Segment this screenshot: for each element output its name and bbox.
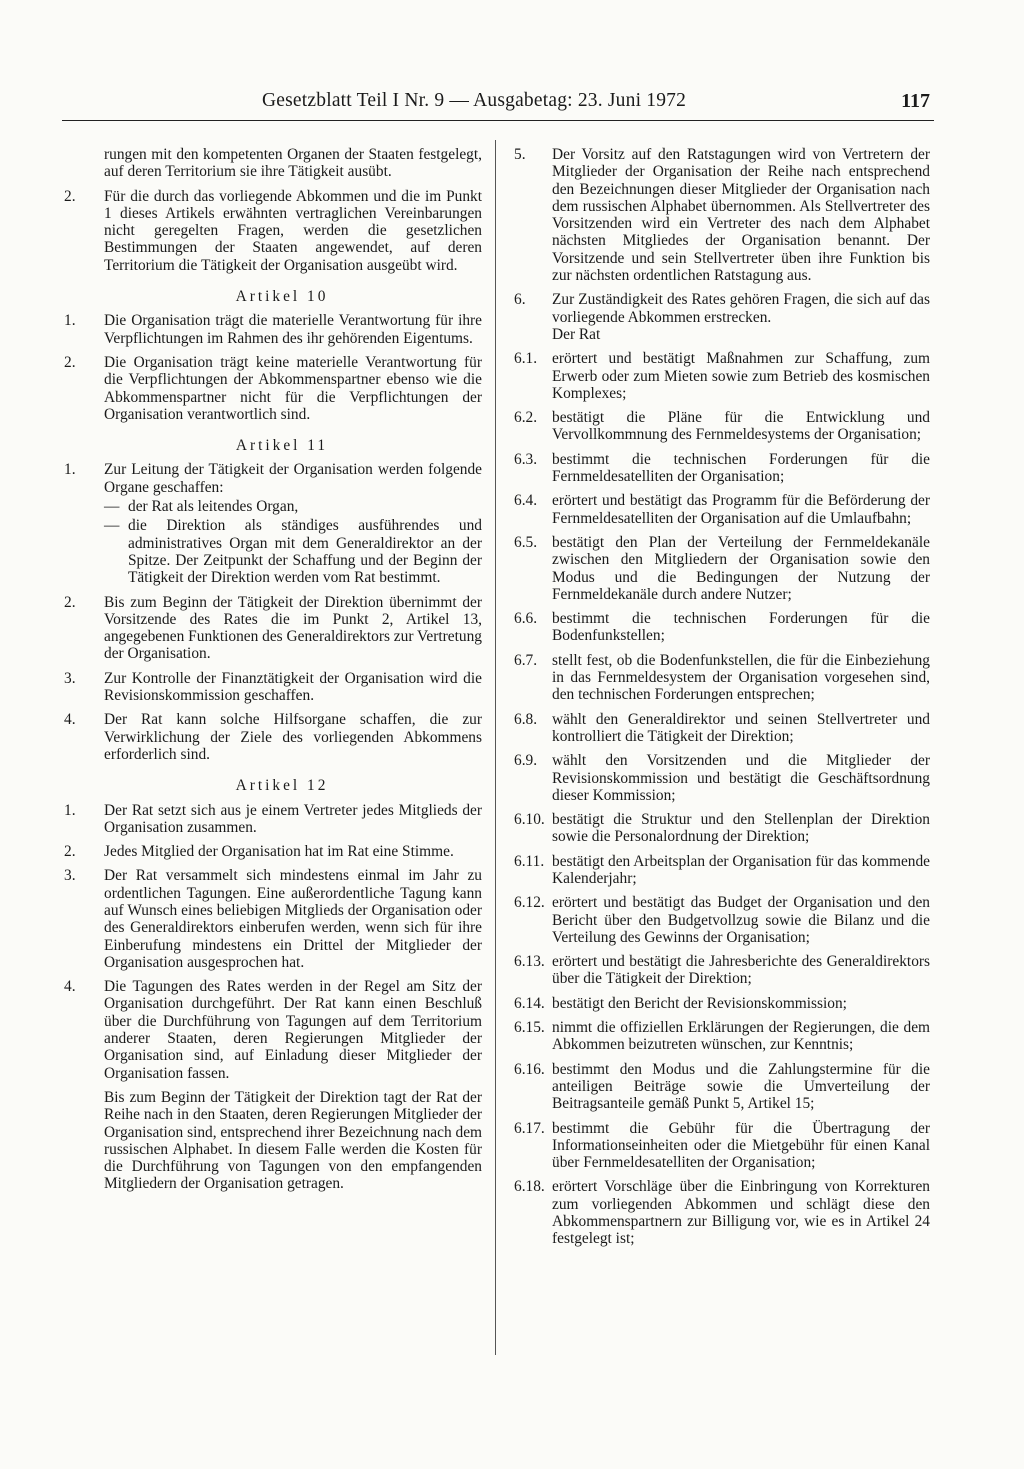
item-text: erörtert und bestätigt die Jahresberichte des Generaldirektors über die Tätigkeit der Direktion;: [552, 953, 930, 988]
item-number: 6.8.: [514, 710, 538, 728]
paragraph-text: Die Organisation trägt die materielle Verantwortung für ihre Verpflichtungen im Rahmen des ihr gehörenden Eigentums.: [104, 312, 482, 347]
numbered-item: [510, 326, 930, 343]
dash-list-item: [62, 517, 482, 586]
paragraph-text: Die Organisation trägt keine materielle Verantwortung für die Verpflichtungen der Abkommenspartner ebenso wie die Abkommenspartner nicht für die Verpflichtungen der Organisation verantwortlich sind.: [104, 353, 482, 423]
item-number: 5.: [514, 146, 526, 163]
paragraph-text: Die Tagungen des Rates werden in der Regel am Sitz der Organisation durchgeführt. Der Rat kann einen Beschluß über die Durchführung von Tagungen auf dem Territorium anderer Staaten, deren Regierungen Mitglieder der Organisation sind, auf Einladung dieser Mitglieder der Organisation fassen.: [104, 978, 482, 1082]
paragraph-text: Der Rat setzt sich aus je einem Vertreter jedes Mitglieds der Organisation zusammen.: [104, 801, 482, 836]
paragraph-text: Jedes Mitglied der Organisation hat im Rat eine Stimme.: [104, 843, 454, 861]
numbered-item: [510, 291, 930, 326]
paragraph-text: Für die durch das vorliegende Abkommen und die im Punkt 1 dieses Artikels erwähnten vertraglichen Vereinbarungen nicht geregelten Fragen, werden die gesetzlichen Bestimmungen der Staaten angewendet, auf deren Territorium die Tätigkeit der Organisation ausgeübt wird.: [104, 187, 482, 274]
paragraph-number: 3.: [64, 867, 76, 885]
item-number: 6.18.: [514, 1178, 545, 1196]
item-text: erörtert und bestätigt das Programm für die Beförderung der Fernmeldesatelliten der Organisation auf die Umlaufbahn;: [552, 492, 930, 527]
paragraph-number: 2.: [64, 187, 76, 205]
paragraph: [62, 312, 482, 347]
article-heading-12: Artikel 12: [235, 777, 329, 795]
paragraph: [62, 354, 482, 423]
numbered-item: [510, 953, 930, 988]
item-number: 6.12.: [514, 894, 545, 912]
paragraph-number: 2.: [64, 353, 76, 371]
numbered-item: [510, 146, 930, 284]
item-number: 6.: [514, 291, 526, 309]
column-divider: [495, 140, 496, 1355]
paragraph: [62, 978, 482, 1082]
numbered-item: [510, 1019, 930, 1054]
page-number: 117: [901, 90, 930, 112]
item-number: 6.15.: [514, 1019, 545, 1037]
item-number: 6.2.: [514, 409, 538, 427]
item-text: erörtert und bestätigt das Budget der Organisation und den Bericht über den Budgetvollzug sowie die Bilanz und die Verteilung des Gewinns der Organisation;: [552, 894, 930, 946]
item-text: bestätigt den Bericht der Revisionskommission;: [552, 994, 847, 1012]
numbered-item: [510, 1061, 930, 1113]
paragraph-number: 1.: [64, 461, 76, 479]
item-text: wählt den Generaldirektor und seinen Stellvertreter und kontrolliert die Tätigkeit der Direktion;: [552, 710, 930, 745]
paragraph: [62, 670, 482, 705]
paragraph-number: 1.: [64, 312, 76, 330]
left-column: [62, 146, 482, 1200]
paragraph: [62, 711, 482, 763]
paragraph-number: 4.: [64, 711, 76, 729]
paragraph-text: Der Rat versammelt sich mindestens einmal im Jahr zu ordentlichen Tagungen. Eine außerordentliche Tagung kann auf Wunsch eines beliebigen Mitglieds der Organisation oder des Generaldirektors einberufen werden, wenn sich für ihre Einberufung mindestens ein Drittel der Mitglieder der Organisation ausgesprochen hat.: [104, 867, 482, 971]
item-number: 6.5.: [514, 533, 538, 551]
numbered-item: [510, 752, 930, 804]
paragraph-text: Bis zum Beginn der Tätigkeit der Direktion übernimmt der Vorsitzende des Rates die im Punkt 2, Artikel 13, angegebenen Funktionen des Generaldirektors zur Vertretung der Organisation.: [104, 593, 482, 663]
paragraph: [62, 461, 482, 496]
item-text: stellt fest, ob die Bodenfunkstellen, die für die Einbeziehung in das Fernmeldesystem der Organisation vorgesehen sind, den technischen Forderungen entsprechen;: [552, 651, 930, 704]
item-text: bestätigt die Struktur und den Stellenplan der Direktion sowie die Personalordnung der Direktion;: [552, 811, 930, 846]
list-item-text: die Direktion als ständiges ausführendes und administratives Organ mit dem Generaldirektor an der Spitze. Der Zeitpunkt der Schaffung und der Beginn der Tätigkeit der Direktion werden vom Rat bestimmt.: [128, 517, 482, 587]
item-number: 6.10.: [514, 811, 545, 829]
numbered-item: [510, 409, 930, 444]
numbered-item: [510, 610, 930, 645]
numbered-item: [510, 811, 930, 846]
paragraph-number: 2.: [64, 843, 76, 861]
paragraph-text: Der Rat kann solche Hilfsorgane schaffen, die zur Verwirklichung der Ziele des vorliegenden Abkommens erforderlich sind.: [104, 711, 482, 763]
item-text: erörtert Vorschläge über die Einbringung von Korrekturen zum vorliegenden Abkommen und schlägt diese den Abkommenspartnern zur Billigung vor, wie es in Artikel 24 festgelegt ist;: [552, 1178, 930, 1248]
paragraph-continuation: Bis zum Beginn der Tätigkeit der Direktion tagt der Rat der Reihe nach in den Staaten, deren Regierungen Mitglieder der Organisation sind, entsprechend ihrer Bezeichnung nach dem russischen Alphabet. In diesem Falle werden die Kosten für die Durchführung von Tagungen von den empfangenden Mitgliedern der Organisation getragen.: [104, 1088, 482, 1193]
paragraph: [62, 594, 482, 663]
header-title: Gesetzblatt Teil I Nr. 9 — Ausgabetag: 23. Juni 1972: [262, 90, 687, 111]
item-text: nimmt die offiziellen Erklärungen der Regierungen, die dem Abkommen beizutreten wünschen, zur Kenntnis;: [552, 1019, 930, 1054]
numbered-item: [510, 711, 930, 746]
dash-bullet: —: [104, 517, 120, 535]
item-number: 6.7.: [514, 651, 538, 669]
item-text: erörtert und bestätigt Maßnahmen zur Schaffung, zum Erwerb oder zum Mieten sowie zum Betrieb des kosmischen Komplexes;: [552, 350, 930, 402]
item-number: 6.9.: [514, 752, 538, 770]
numbered-item: [510, 1120, 930, 1172]
page-header: [62, 86, 934, 121]
dash-bullet: —: [104, 498, 120, 516]
paragraph-number: 1.: [64, 801, 76, 819]
numbered-item: [510, 995, 930, 1012]
item-number: 6.16.: [514, 1060, 545, 1078]
article-heading-10: Artikel 10: [235, 288, 329, 306]
item-text: Zur Zuständigkeit des Rates gehören Fragen, die sich auf das vorliegende Abkommen erstrecken.: [552, 291, 930, 326]
right-column: [510, 146, 930, 1255]
item-text: bestimmt die Gebühr für die Übertragung der Informationseinheiten oder die Mietgebühr für einen Kanal über Fernmeldesatelliten der Organisation;: [552, 1119, 930, 1172]
paragraph: [62, 867, 482, 971]
numbered-item: [510, 534, 930, 603]
numbered-item: [510, 853, 930, 888]
paragraph-number: 4.: [64, 978, 76, 996]
paragraph-text: Zur Leitung der Tätigkeit der Organisation werden folgende Organe geschaffen:: [104, 461, 482, 496]
item-number: 6.1.: [514, 350, 538, 368]
item-text: wählt den Vorsitzenden und die Mitglieder der Revisionskommission und bestätigt die Geschäftsordnung dieser Kommission;: [552, 752, 930, 804]
list-item-text: der Rat als leitendes Organ,: [128, 498, 299, 516]
article-heading-11: Artikel 11: [235, 437, 329, 455]
numbered-item: [510, 451, 930, 486]
item-text: bestätigt die Pläne für die Entwicklung und Vervollkommnung des Fernmeldesystems der Organisation;: [552, 409, 930, 444]
item-number: 6.17.: [514, 1119, 545, 1137]
paragraph: [62, 802, 482, 837]
item-number: 6.11.: [514, 852, 545, 870]
item-number: 6.3.: [514, 450, 538, 468]
numbered-item: [510, 894, 930, 946]
numbered-item: [510, 652, 930, 704]
paragraph-number: 3.: [64, 669, 76, 687]
numbered-item: [510, 492, 930, 527]
item-text: Der Rat: [552, 325, 601, 343]
item-number: 6.13.: [514, 953, 545, 971]
numbered-item: [510, 350, 930, 402]
item-text: bestimmt die technischen Forderungen für die Fernmeldesatelliten der Organisation;: [552, 450, 930, 486]
continuation-paragraph: rungen mit den kompetenten Organen der Staaten festgelegt, auf deren Territorium sie ihre Tätigkeit ausübt.: [104, 146, 482, 181]
dash-list-item: [62, 498, 482, 515]
item-number: 6.6.: [514, 610, 538, 628]
item-text: bestätigt den Plan der Verteilung der Fernmeldekanäle zwischen den Mitgliedern der Organisation sowie den Modus und die Bedingungen der Nutzung der Fernmeldekanäle durch andere Nutzer;: [552, 533, 930, 603]
item-number: 6.4.: [514, 492, 538, 510]
paragraph-text: Zur Kontrolle der Finanztätigkeit der Organisation wird die Revisionskommission geschaffen.: [104, 669, 482, 705]
item-text: Der Vorsitz auf den Ratstagungen wird von Vertretern der Mitglieder der Organisation der Reihe nach entsprechend den Bezeichnungen dieser Mitglieder der Organisation nach dem russischen Alphabet übernommen. Als Stellvertreter des Vorsitzenden wird ein Vertreter des nach dem Alphabet nächsten Mitgliedes der Organisation benannt. Der Vorsitzende und sein Stellvertreter üben ihre Funktion bis zur nächsten ordentlichen Ratstagung aus.: [552, 146, 930, 285]
item-text: bestimmt den Modus und die Zahlungstermine für die anteiligen Beiträge sowie die Umverteilung der Beitragsanteile gemäß Punkt 5, Artikel 15;: [552, 1060, 930, 1113]
paragraph: [62, 188, 482, 274]
numbered-item: [510, 1178, 930, 1247]
item-number: 6.14.: [514, 994, 545, 1012]
item-text: bestätigt den Arbeitsplan der Organisation für das kommende Kalenderjahr;: [552, 852, 930, 887]
paragraph-number: 2.: [64, 593, 76, 611]
item-text: bestimmt die technischen Forderungen für die Bodenfunkstellen;: [552, 610, 930, 645]
paragraph: [62, 843, 482, 860]
